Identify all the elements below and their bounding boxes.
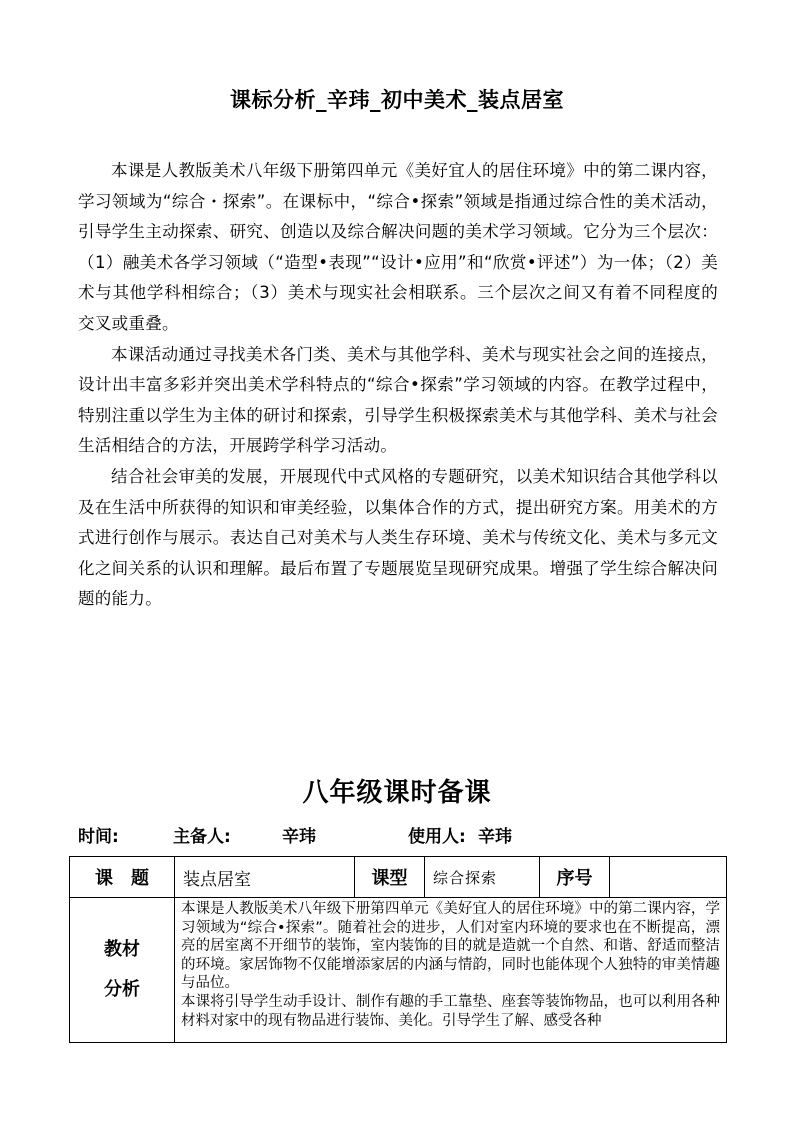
user-label: 使用人: [408,827,466,847]
time-label: 时间: [78,827,119,847]
user-name: 辛玮 [478,827,512,847]
document-title: 课标分析_辛玮_初中美术_装点居室 [230,88,564,112]
type-label: 课型 [355,857,425,898]
topic-label: 课 题 [70,857,175,898]
lesson-plan-heading: 八年级课时备课 [302,778,492,808]
type-value: 综合探索 [425,857,540,898]
paragraph-1: 本课是人教版美术八年级下册第四单元《美好宜人的居住环境》中的第二课内容，学习领域为“综合・探索”。在课标中，“综合•探索”领域是指通过综合性的美术活动，引导学生主动探索、研究、创造以及综合解决问题的美术学习领域。它分为三个层次：（1）融美术各学习领域（“造型•表现”“设计•应用”和“欣赏•评述”）为一体；（2）美术与其他学科相综合；（3）美术与现实社会相联系。三个层次之间又有着不同程度的交叉或重叠。 [78,161,718,333]
analysis-label [70,898,175,1043]
preparer-label: 主备人: [173,827,231,847]
analysis-content [175,898,727,1043]
preparer-name: 辛玮 [282,827,316,847]
analysis-label-line-2: 分析 [104,979,140,1000]
order-label: 序号 [540,857,610,898]
analysis-paragraph-1: 本课是人教版美术八年级下册第四单元《美好宜人的居住环境》中的第二课内容，学习领域为“综合•探索”。随着社会的进步，人们对室内环境的要求也在不断提高，漂亮的居室离不开细节的装饰，室内装饰的目的就是造就一个自然、和谐、舒适而整洁的环境。家居饰物不仅能增添家居的内涵与情韵，同时也能体现个人独特的审美情趣与品位。 [181,901,720,992]
topic-value: 装点居室 [175,857,355,898]
lesson-plan-table [69,856,727,1043]
table-row [70,898,727,1043]
paragraph-2: 本课活动通过寻找美术各门类、美术与其他学科、美术与现实社会之间的连接点，设计出丰富多彩并突出美术学科特点的“综合•探索”学习领域的内容。在教学过程中，特别注重以学生为主体的研讨和探索，引导学生积极探索美术与其他学科、美术与社会生活相结合的方法，开展跨学科学习活动。 [78,344,718,456]
body-text [78,156,718,615]
table-row [70,857,727,898]
paragraph-3: 结合社会审美的发展，开展现代中式风格的专题研究，以美术知识结合其他学科以及在生活中所获得的知识和审美经验，以集体合作的方式，提出研究方案。用美术的方式进行创作与展示。表达自己对美术与人类生存环境、美术与传统文化、美术与多元文化之间关系的认识和理解。最后布置了专题展览呈现研究成果。增强了学生综合解决问题的能力。 [78,466,718,609]
analysis-paragraph-2: 本课将引导学生动手设计、制作有趣的手工靠垫、座套等装饰物品，也可以利用各种材料对家中的现有物品进行装饰、美化。引导学生了解、感受各种 [181,993,720,1029]
order-value [610,857,727,898]
analysis-label-line-1: 教材 [104,939,140,960]
